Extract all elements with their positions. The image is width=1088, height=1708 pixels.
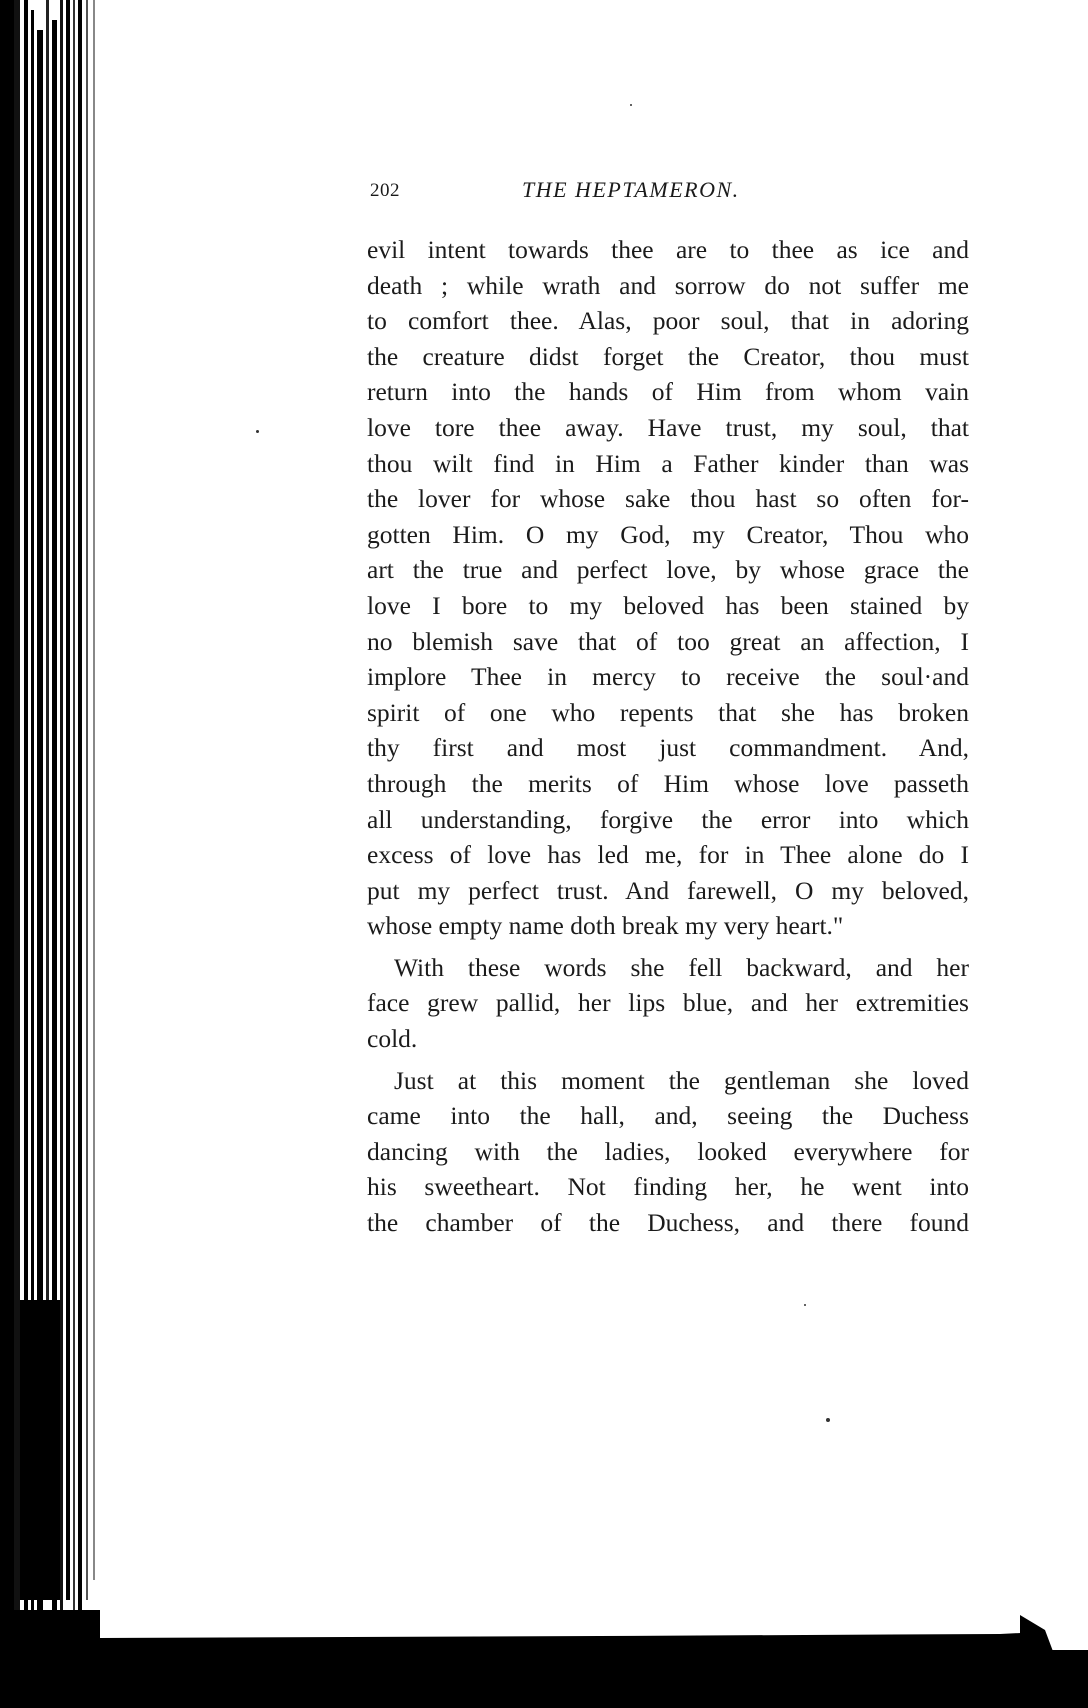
text-line: came into the hall, and, seeing the Duchess — [367, 1101, 969, 1131]
page-number: 202 — [370, 180, 400, 201]
text-line: love I bore to my beloved has been stained by — [367, 590, 969, 620]
text-line: face grew pallid, her lips blue, and her extremities — [367, 988, 969, 1018]
paper-speck — [630, 104, 632, 106]
text-line: evil intent towards thee are to thee as ice and — [367, 235, 969, 264]
text-line: love tore thee away. Have trust, my soul, that — [367, 412, 969, 442]
text-line: all understanding, forgive the error into which — [367, 804, 969, 834]
text-line: With these words she fell backward, and her — [394, 952, 969, 982]
text-line: gotten Him. O my God, my Creator, Thou who — [367, 519, 969, 549]
text-line: art the true and perfect love, by whose grace the — [367, 555, 969, 585]
paper-speck — [804, 1304, 806, 1306]
running-title: THE HEPTAMERON. — [522, 177, 740, 202]
text-line: his sweetheart. Not finding her, he went into — [367, 1172, 969, 1202]
paragraph — [367, 950, 969, 1057]
bottom-scan-edge — [0, 1610, 1088, 1708]
binding-edge — [0, 0, 100, 1708]
text-line: put my perfect trust. And farewell, O my beloved, — [367, 875, 969, 905]
paragraph — [367, 1063, 969, 1241]
text-line: Just at this moment the gentleman she loved — [394, 1065, 969, 1095]
text-line: through the merits of Him whose love passeth — [367, 768, 969, 798]
text-line: the chamber of the Duchess, and there found — [367, 1208, 969, 1238]
running-header — [370, 177, 970, 210]
paragraph — [367, 232, 969, 944]
text-line: no blemish save that of too great an affection, I — [367, 626, 969, 656]
text-line: return into the hands of Him from whom vain — [367, 377, 969, 407]
text-line: dancing with the ladies, looked everywhere for — [367, 1136, 969, 1166]
text-line: to comfort thee. Alas, poor soul, that in adoring — [367, 306, 969, 336]
text-line: spirit of one who repents that she has broken — [367, 697, 969, 727]
text-line: thou wilt find in Him a Father kinder than was — [367, 448, 969, 478]
text-line: cold. — [367, 1024, 418, 1054]
text-line: death ; while wrath and sorrow do not suffer me — [367, 270, 969, 300]
text-line: thy first and most just commandment. And, — [367, 733, 969, 763]
body-text — [367, 232, 969, 1241]
text-line: whose empty name doth break my very heart." — [367, 911, 844, 941]
text-line: the creature didst forget the Creator, thou must — [367, 341, 969, 371]
paper-speck — [826, 1418, 830, 1422]
text-line: the lover for whose sake thou hast so often for- — [367, 484, 969, 514]
text-line: excess of love has led me, for in Thee alone do I — [367, 840, 969, 870]
text-line: implore Thee in mercy to receive the soul·and — [367, 662, 969, 692]
paper-speck — [256, 430, 259, 433]
